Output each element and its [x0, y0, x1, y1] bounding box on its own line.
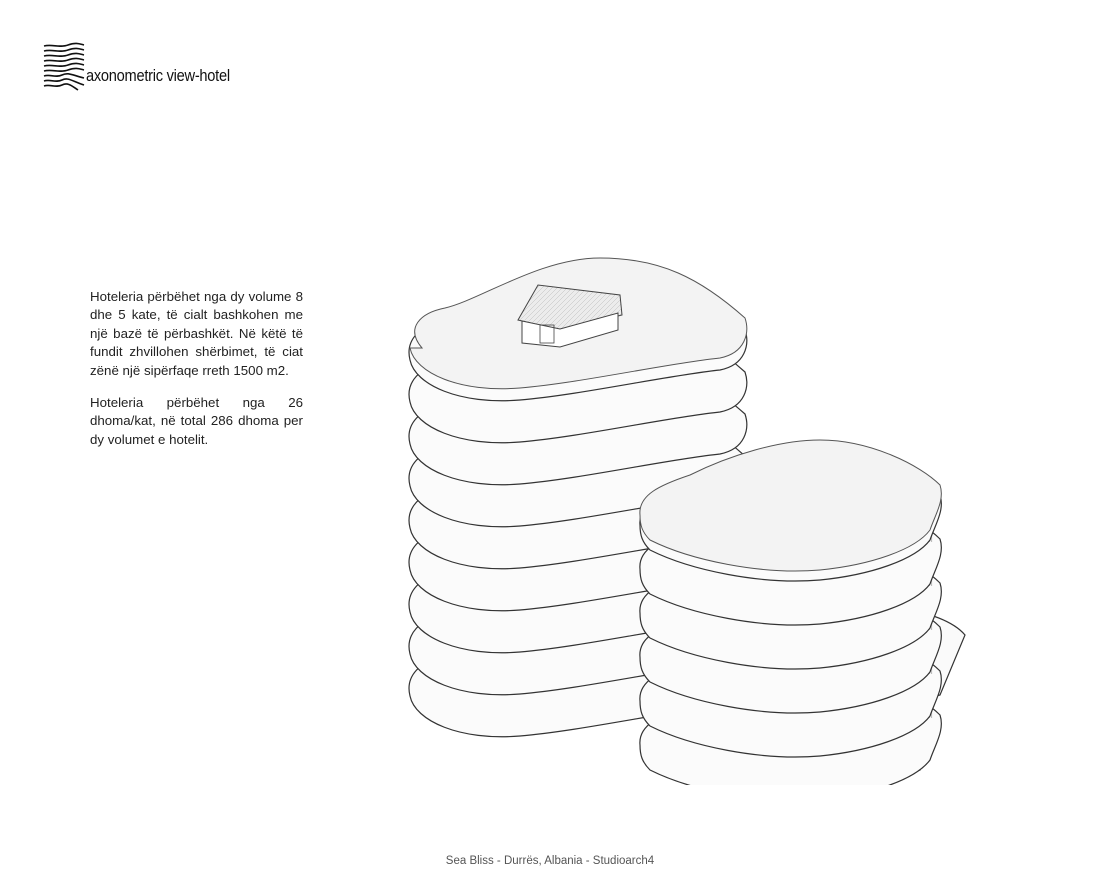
description-paragraph-1: Hoteleria përbëhet nga dy volume 8 dhe 5 kate, të cialt bashkohen me një bazë të përbashkët. Në këtë të fundit zhvillohen shërbimet, të ciat zënë një sipërfaqe rreth 1500 m2. — [90, 289, 303, 378]
axonometric-hotel-drawing — [400, 255, 970, 785]
description-text — [90, 288, 303, 463]
short-volume — [640, 440, 941, 785]
wave-lines-logo-icon — [42, 42, 86, 92]
description-paragraph-2: Hoteleria përbëhet nga 26 dhoma/kat, në total 286 dhoma per dy volumet e hotelit. — [90, 395, 303, 447]
page-title: axonometric view-hotel — [86, 66, 230, 85]
footer-caption: Sea Bliss - Durrës, Albania - Studioarch4 — [445, 855, 655, 867]
page-header — [42, 36, 253, 92]
